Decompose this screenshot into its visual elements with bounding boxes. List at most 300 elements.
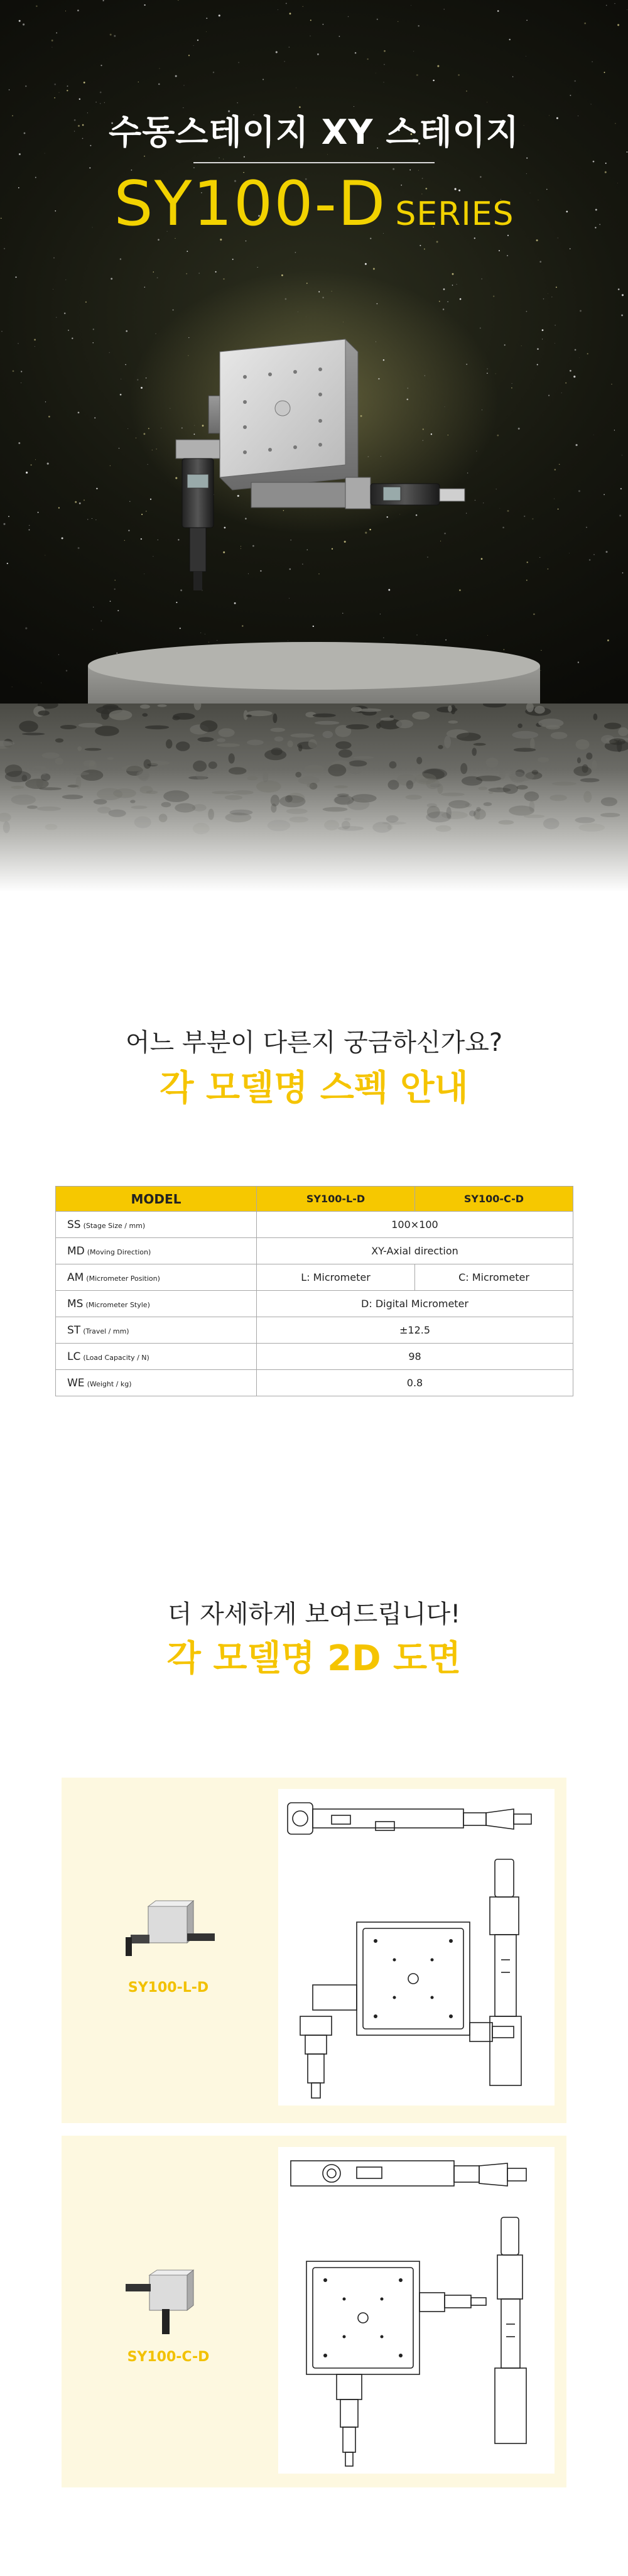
star [78,547,80,549]
rock [81,769,104,781]
spec-row-label [56,1291,257,1317]
star [481,558,483,560]
star [621,314,623,316]
rock [529,801,535,812]
star [575,349,577,351]
rock [60,725,77,729]
rock [208,809,214,820]
star [158,84,160,85]
sy100-c-d-2d-drawing [62,2136,566,2487]
rock [534,706,545,714]
star [127,428,128,429]
star [348,16,349,17]
rock [476,776,501,781]
rock [465,803,472,807]
star [56,317,57,318]
star [51,47,52,48]
star [67,85,68,87]
rock [578,823,605,832]
star [579,357,580,358]
star [104,102,105,103]
rock [97,788,122,800]
star [53,257,55,258]
rock [246,715,252,717]
rock [298,744,302,751]
star [48,416,50,418]
rock [131,806,148,809]
star [373,268,375,270]
rock [279,795,306,807]
rock [499,770,506,780]
star [219,157,220,158]
hero-model-name: SY100-D [114,168,387,240]
star [199,273,200,274]
rock [524,791,539,802]
star [144,4,145,6]
spec-value-col1: L: Micrometer [257,1264,415,1291]
star [7,563,8,564]
spec-value-col2: C: Micrometer [415,1264,573,1291]
star [570,370,571,372]
rock [142,713,148,717]
rock [324,820,339,830]
star [570,95,571,96]
star [622,572,624,573]
star [84,82,85,84]
star [25,85,26,87]
rock [11,786,24,789]
rock [583,791,592,802]
star [102,0,104,1]
star [555,469,556,470]
rock [38,710,49,715]
star [570,248,571,249]
star [16,276,17,278]
star [504,344,506,345]
rock [551,732,568,739]
rock [337,793,349,796]
star [322,297,323,298]
star [509,39,510,40]
rock [412,712,430,720]
star [129,501,130,502]
rock [479,786,487,790]
table-row [56,1291,573,1317]
star [242,625,243,626]
rock [3,822,10,834]
star [416,74,418,76]
star [589,559,591,561]
rock [308,739,317,748]
spec-abbr: SS [67,1218,81,1231]
star [521,345,522,346]
star [95,102,97,103]
star [148,428,149,429]
star [500,508,501,509]
rock [158,704,167,707]
star [237,102,238,104]
star [458,74,460,76]
rock [271,795,279,806]
rock [37,807,61,811]
rock [306,783,313,787]
spec-abbr: ST [67,1323,81,1337]
rock [389,715,394,719]
star [238,62,239,63]
star [377,19,378,20]
star [452,273,454,275]
rock [194,704,202,710]
star [539,261,541,263]
star [152,450,153,451]
rock [172,716,180,720]
rock [73,772,89,775]
rock [406,795,422,800]
rock [575,817,595,823]
rock [582,764,588,773]
star [19,20,21,22]
rock [247,740,264,746]
rock [256,780,281,792]
star [223,159,224,160]
rock [33,766,45,768]
star [310,19,311,21]
rock [323,731,333,738]
star [418,25,419,26]
rock [94,799,107,805]
spec-abbr: MS [67,1297,84,1310]
star [573,376,575,378]
spec-value: XY-Axial direction [257,1238,573,1264]
rock [517,724,522,728]
rock [192,804,207,812]
star [619,514,621,516]
rock [448,720,458,724]
star [576,444,578,446]
star [476,451,477,452]
rock [78,723,103,727]
rock [552,782,577,786]
rock [268,820,290,831]
rock [457,732,481,741]
star [23,23,24,25]
rock [55,758,63,765]
star [499,250,500,251]
star [286,3,287,4]
star [111,278,112,280]
star [548,395,550,396]
star [1,331,3,332]
rock [287,741,293,747]
star [524,516,525,517]
rock [146,791,158,795]
star [565,383,566,384]
star [420,245,421,246]
star [323,24,324,25]
star [367,58,368,60]
rock [274,737,284,742]
star [617,24,619,26]
rock [295,772,301,778]
star [285,298,287,300]
star [497,435,499,437]
spec-row-label [56,1238,257,1264]
rock [604,723,621,729]
star [327,154,328,155]
rock [109,710,133,720]
star [175,75,177,77]
spec-row-label [56,1264,257,1291]
rock [396,720,413,728]
spec-header-model: MODEL [56,1187,257,1212]
rock [550,795,567,801]
rock [512,731,538,739]
star [184,85,185,86]
star [38,512,39,513]
rock [444,736,451,748]
star [117,610,119,611]
table-row [56,1370,573,1396]
star [13,370,14,372]
table-row [56,1344,573,1370]
star [206,31,207,32]
rock [510,772,526,783]
rock [372,822,391,832]
rock [140,705,150,709]
star [193,45,194,46]
rock [22,733,45,736]
rock [42,753,60,759]
star [84,499,85,501]
star [413,51,414,52]
rock [313,714,336,717]
rock [219,728,235,737]
star [518,428,520,430]
spec-heading: 각 모델명 스펙 안내 [160,1068,468,1109]
star [452,285,453,286]
star [126,330,127,332]
rock [344,818,351,820]
star [128,530,129,531]
rock [586,753,592,759]
star [79,98,80,99]
star [578,661,579,663]
spec-question: 어느 부분이 다른지 궁금하신가요? [125,1028,503,1057]
rock [338,826,364,830]
star [507,255,508,256]
rock [263,772,268,782]
star [593,554,595,555]
star [578,490,580,492]
star [178,0,179,1]
rock [95,726,119,736]
hero-series-label: SERIES [395,195,514,233]
rock [517,785,528,790]
rock [474,809,486,820]
star [180,628,181,629]
spec-header-col2: SY100-C-D [415,1187,573,1212]
star [29,530,30,531]
rock [334,795,354,805]
rock [460,763,467,774]
rock [406,780,413,789]
rock [122,765,145,771]
rock [193,823,210,834]
star [87,519,89,520]
drawing-panel-c [62,2136,566,2487]
spec-desc: (Micrometer Position) [86,1274,160,1283]
star [543,298,544,300]
star [58,507,60,508]
rock [499,820,514,825]
rock [617,740,622,753]
rock [290,734,315,738]
star [355,52,357,54]
rock [298,776,320,785]
xy-stage-product-image [157,327,471,616]
star [526,20,528,21]
star [512,76,513,77]
spec-abbr: MD [67,1244,85,1258]
rock [543,818,560,829]
rock [436,707,457,712]
rock [136,770,149,779]
star [219,14,220,16]
star [622,294,624,296]
spec-abbr: LC [67,1350,81,1363]
rock [441,793,465,796]
drawing-panel-l [62,1778,566,2123]
star [157,277,158,278]
rock [415,773,436,785]
star [313,626,314,627]
rock [109,810,126,817]
star [77,9,79,11]
rock [11,795,36,805]
rock [225,795,242,800]
star [150,499,151,500]
star [188,55,190,56]
spec-desc: (Load Capacity / N) [83,1353,149,1362]
star [533,613,535,615]
star [92,629,93,630]
rock [334,785,348,788]
star [584,23,586,24]
rock [5,764,23,777]
star [289,46,290,48]
star [93,329,94,330]
sy100-c-d-thumbnail [126,2270,193,2334]
rock [77,746,82,751]
rock [484,802,492,806]
star [539,557,540,558]
star [72,337,73,339]
spec-value: 100×100 [257,1212,573,1238]
rock [472,747,477,756]
star [537,348,539,350]
star [593,161,595,163]
rock [323,807,348,812]
rock [338,749,352,758]
star [215,271,217,273]
star [114,35,116,37]
star [94,417,95,418]
star [556,286,557,288]
spec-abbr: AM [67,1271,84,1284]
rock [247,776,257,780]
rock [107,757,114,759]
star [318,291,320,293]
star [443,308,445,310]
spec-value: 0.8 [257,1370,573,1396]
drawing-model-label: SY100-L-D [127,1980,209,1996]
rock [538,757,549,763]
rock [328,764,346,776]
star [96,488,97,489]
star [18,343,19,344]
rock [580,778,600,783]
rock [426,812,451,822]
spec-desc: (Travel / mm) [83,1327,129,1335]
rock [576,739,590,749]
rock [273,714,277,723]
rock [76,777,82,789]
rock [19,720,38,732]
star [586,527,587,528]
star [244,156,245,158]
star [18,442,20,444]
rock [342,821,350,829]
spec-desc: (Micrometer Style) [85,1300,150,1309]
star [141,538,142,540]
rock [489,791,494,794]
star [460,298,462,300]
star [36,5,38,7]
rock [353,756,374,759]
hero-model-title [0,168,628,240]
star [526,158,528,159]
hero-title: 수동스테이지 XY 스테이지 [109,112,519,152]
rock [290,817,309,822]
rock [55,738,63,742]
star [141,387,143,389]
drawing-heading: 각 모델명 2D 도면 [166,1638,462,1679]
star [25,628,27,629]
star [417,634,418,635]
spec-row-label [56,1317,257,1344]
rock [514,748,536,752]
star [507,510,509,512]
rock [389,761,397,769]
star [85,302,87,303]
rocky-ground-texture [0,704,628,892]
rock [601,797,617,806]
star [54,97,55,99]
star [559,464,560,465]
star [110,34,112,36]
star [141,514,143,515]
star [558,509,559,510]
star [527,562,528,563]
star [592,62,593,63]
star [620,488,622,489]
star [295,252,296,253]
star [100,65,102,66]
table-row [56,1212,573,1238]
star [290,13,291,14]
rock [285,795,293,803]
rock [286,808,308,814]
